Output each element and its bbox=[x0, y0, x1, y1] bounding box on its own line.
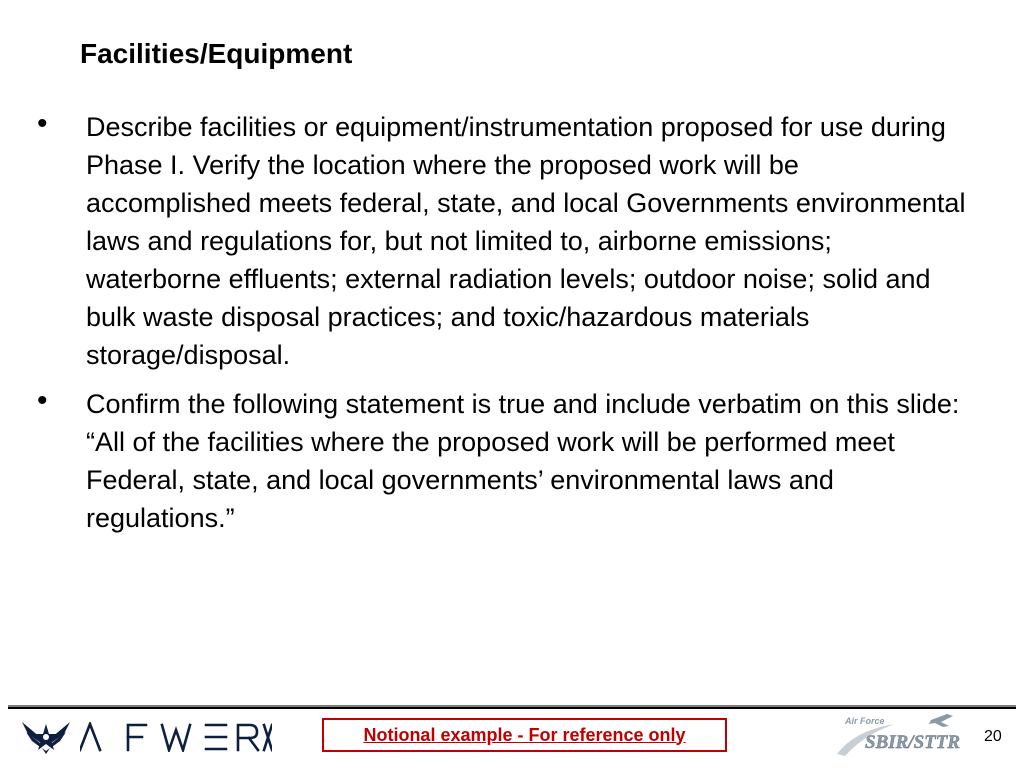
page-number: 20 bbox=[984, 728, 1002, 745]
bullet-item bbox=[37, 385, 966, 537]
afwerx-logo bbox=[80, 722, 272, 752]
notional-disclaimer-text: Notional example - For reference only bbox=[363, 724, 686, 745]
bullet-dot-icon: • bbox=[37, 384, 48, 417]
bullet-list bbox=[37, 108, 997, 548]
footer-divider-dark bbox=[8, 707, 1016, 709]
sbir-sttr-logo bbox=[835, 710, 970, 760]
bullet-text: Describe facilities or equipment/instrumentation proposed for use during Phase I. Verify the location where the proposed work will be accomplished meets federal, state, and local Governments environmental laws and regulations for, but not limited to, airborne emissions; waterborne effluents; external radiation levels; outdoor noise; solid and bulk waste disposal practices; and toxic/hazardous materials storage/disposal. bbox=[86, 112, 966, 370]
bullet-item bbox=[37, 108, 966, 374]
bullet-text: Confirm the following statement is true and include verbatim on this slide: “All of the facilities where the proposed work will be performed meet Federal, state, and local governments’ environmental laws and regulations.” bbox=[86, 389, 960, 533]
bullet-dot-icon: • bbox=[37, 107, 48, 140]
svg-text:SBIR/STTR: SBIR/STTR bbox=[865, 732, 961, 753]
slide-title: Facilities/Equipment bbox=[80, 38, 353, 69]
air-force-emblem-icon bbox=[22, 716, 70, 756]
notional-disclaimer-box bbox=[322, 718, 727, 752]
svg-text:Air Force: Air Force bbox=[845, 716, 885, 726]
